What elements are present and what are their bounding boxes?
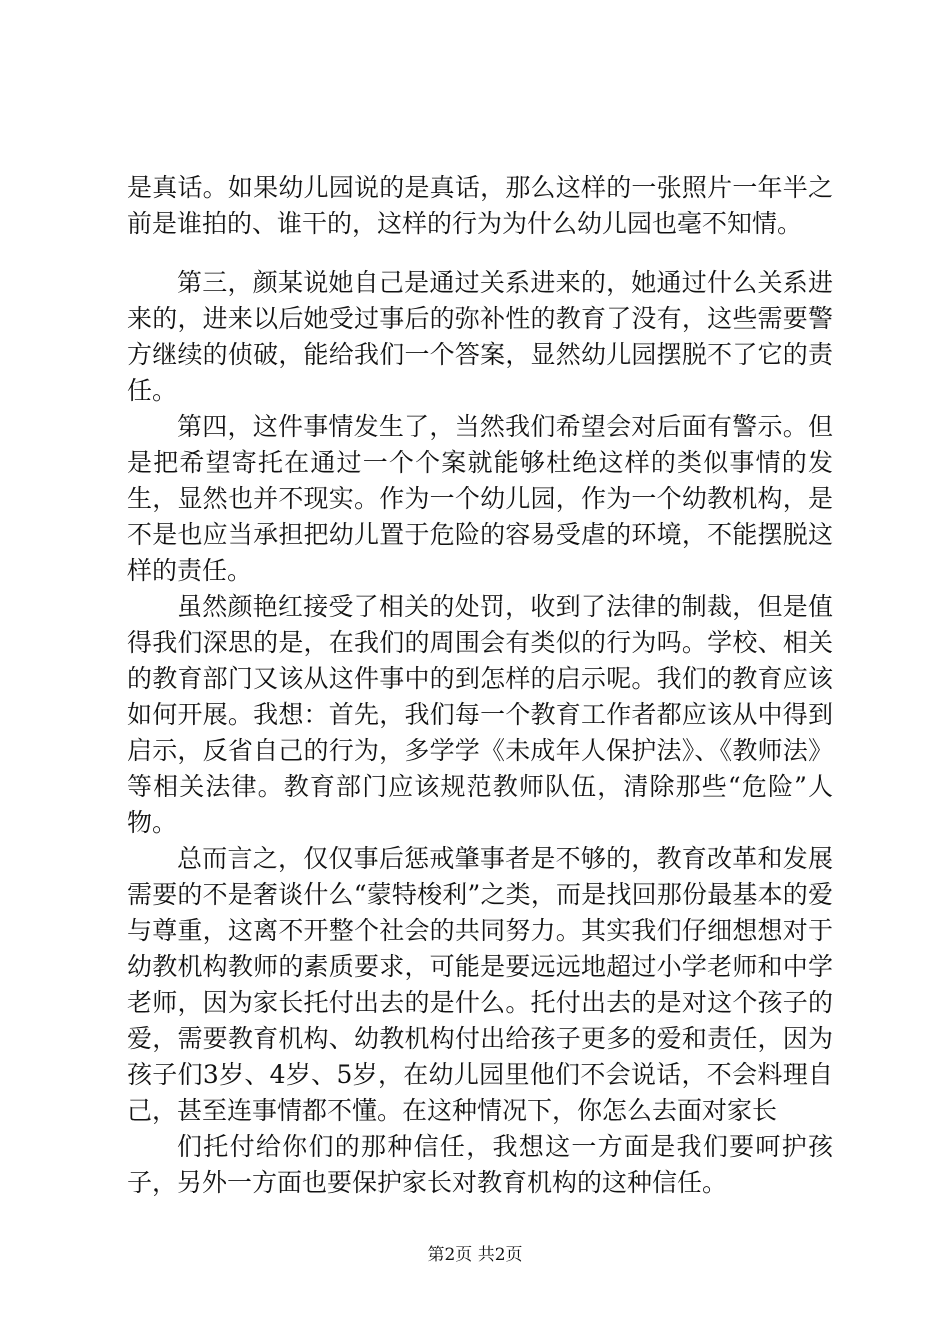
document-body [127,170,833,1201]
paragraph-closing: 们托付给你们的那种信任，我想这一方面是我们要呵护孩子，另外一方面也要保护家长对教育机构的这种信任。 [127,1132,833,1197]
paragraph-fourth-point: 第四，这件事情发生了，当然我们希望会对后面有警示。但是把希望寄托在通过一个个案就能够杜绝这样的类似事情的发生，显然也并不现实。作为一个幼儿园，作为一个幼教机构，是不是也应当承担把幼儿置于危险的容易受虐的环境，不能摆脱这样的责任。 [127,412,833,585]
paragraph-third-point: 第三，颜某说她自己是通过关系进来的，她通过什么关系进来的，进来以后她受过事后的弥补性的教育了没有，这些需要警方继续的侦破，能给我们一个答案，显然幼儿园摆脱不了它的责任。 [127,268,833,405]
paragraph-continuation: 是真话。如果幼儿园说的是真话，那么这样的一张照片一年半之前是谁拍的、谁干的，这样的行为为什么幼儿园也毫不知情。 [127,173,833,238]
paragraph-conclusion: 总而言之，仅仅事后惩戒肇事者是不够的，教育改革和发展需要的不是奢谈什么“蒙特梭利”之类，而是找回那份最基本的爱与尊重，这离不开整个社会的共同努力。其实我们仔细想想对于幼教机构教师的素质要求，可能是要远远地超过小学老师和中学老师，因为家长托付出去的是什么。托付出去的是对这个孩子的爱，需要教育机构、幼教机构付出给孩子更多的爱和责任，因为孩子们3岁、4岁、5岁，在幼儿园里他们不会说话，不会料理自己，甚至连事情都不懂。在这种情况下，你怎么去面对家长 [127,844,833,1125]
page-number-footer: 第2页 共2页 [427,1245,523,1265]
paragraph-reflection: 虽然颜艳红接受了相关的处罚，收到了法律的制裁，但是值得我们深思的是，在我们的周围会有类似的行为吗。学校、相关的教育部门又该从这件事中的到怎样的启示呢。我们的教育应该如何开展。我想：首先，我们每一个教育工作者都应该从中得到启示，反省自己的行为，多学学《未成年人保护法》、《教师法》等相关法律。教育部门应该规范教师队伍，清除那些“危险”人物。 [127,592,833,837]
